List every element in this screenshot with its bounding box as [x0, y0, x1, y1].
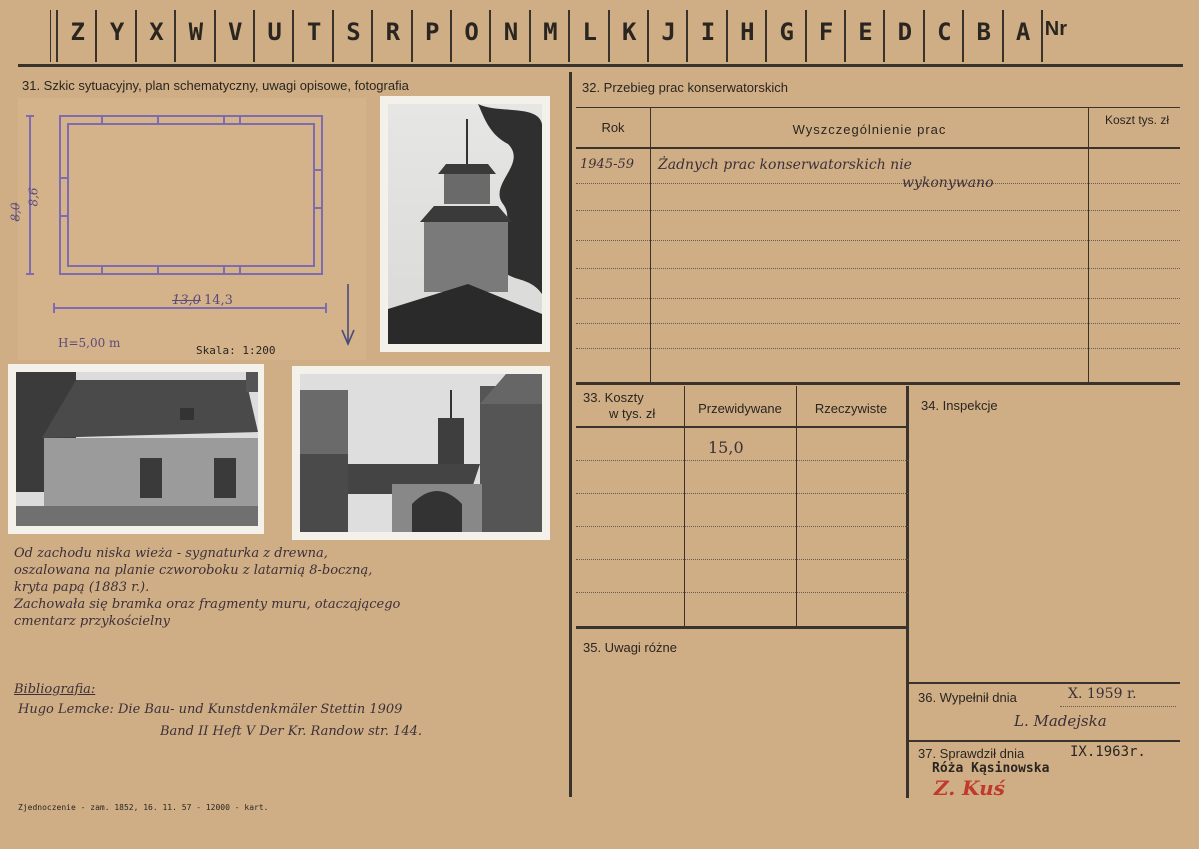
index-letter: H — [740, 18, 755, 46]
bibliography-line-1: Hugo Lemcke: Die Bau- und Kunstdenkmäler Stettin 1909 — [18, 702, 403, 717]
table-col-rule — [1088, 108, 1089, 382]
col-year-header: Rok — [601, 120, 625, 135]
row-line — [576, 323, 1180, 324]
section-rule — [908, 740, 1180, 742]
section-37-date: IX.1963r. — [1070, 744, 1146, 760]
side-dimension-old: 8,0 — [8, 202, 23, 222]
col-planned-header: Przewidywane — [698, 401, 782, 416]
letter-divider — [962, 10, 964, 62]
letter-divider — [726, 10, 728, 62]
index-letter: B — [976, 18, 991, 46]
index-letter: T — [306, 18, 322, 46]
bottom-dimension: 14,3 — [204, 293, 233, 308]
header-rule — [18, 64, 1183, 67]
index-letter: D — [897, 18, 913, 46]
table-col-rule — [796, 386, 797, 626]
index-letter: C — [937, 18, 952, 46]
section-33-title-1: 33. Koszty — [583, 390, 644, 405]
col-cost-header: Koszt tys. zł — [1104, 113, 1169, 127]
row-text-line-2: wykonywano — [902, 175, 994, 191]
section-rule — [908, 682, 1180, 684]
table-col-rule — [684, 386, 685, 626]
height-note: H=5,00 m — [58, 336, 121, 350]
index-letter: I — [700, 18, 716, 46]
tower-image — [388, 104, 542, 344]
photo-tower — [380, 96, 550, 352]
description-line-2: oszalowana na planie czworoboku z latarnią 8-boczną, — [14, 563, 373, 578]
letter-divider — [1002, 10, 1004, 62]
index-letter: G — [779, 18, 794, 46]
church-image — [16, 372, 258, 526]
row-line — [576, 592, 908, 593]
letter-divider — [253, 10, 255, 62]
index-letter-row — [58, 18, 1085, 46]
bibliography-line-2: Band II Heft V Der Kr. Randow str. 144. — [160, 724, 422, 739]
section-33-title-2: w tys. zł — [609, 406, 656, 421]
index-letter: W — [188, 18, 204, 46]
floor-plan-drawing — [18, 98, 366, 360]
column-divider — [569, 72, 572, 797]
section-37-initials: Z. Kuś — [934, 776, 1005, 800]
section-rule — [576, 382, 1180, 385]
index-letter: K — [621, 18, 637, 46]
index-letter: L — [582, 18, 597, 46]
index-number-label: Nr — [1044, 18, 1067, 40]
letter-divider — [489, 10, 491, 62]
index-letter: E — [858, 18, 873, 46]
letter-divider — [923, 10, 925, 62]
index-letter: O — [464, 18, 479, 46]
description-line-5: cmentarz przykościelny — [14, 614, 170, 629]
photo-gate — [292, 366, 550, 540]
letter-divider — [686, 10, 688, 62]
section-32-title: 32. Przebieg prac konserwatorskich — [582, 80, 788, 95]
print-footer: Zjednoczenie - zam. 1852, 16. 11. 57 - 12000 - kart. — [18, 803, 269, 812]
letter-divider — [371, 10, 373, 62]
letter-divider — [765, 10, 767, 62]
row-line — [576, 493, 908, 494]
divider — [50, 10, 51, 62]
date-line — [1060, 706, 1176, 707]
row-line — [576, 460, 908, 461]
letter-divider — [292, 10, 294, 62]
row-line — [576, 348, 1180, 349]
row-line — [576, 210, 1180, 211]
description-line-1: Od zachodu niska wieża - sygnaturka z drewna, — [14, 546, 328, 561]
planned-cost-value: 15,0 — [708, 438, 744, 457]
letter-divider — [608, 10, 610, 62]
table-col-rule — [650, 108, 651, 382]
section-37-label: 37. Sprawdził dnia — [918, 746, 1025, 761]
row-text-line-1: Żadnych prac konserwatorskich nie — [658, 157, 912, 173]
description-line-3: kryta papą (1883 r.). — [14, 580, 150, 595]
letter-divider — [332, 10, 334, 62]
row-line — [576, 298, 1180, 299]
bibliography-title: Bibliografia: — [14, 682, 96, 697]
index-letter: R — [385, 18, 401, 46]
index-letter: Y — [109, 18, 125, 46]
index-letter: F — [818, 18, 834, 46]
letter-divider — [450, 10, 452, 62]
letter-divider — [529, 10, 531, 62]
section-36-date: X. 1959 r. — [1068, 686, 1137, 702]
table-rule — [576, 147, 1180, 149]
letter-divider — [95, 10, 97, 62]
letter-divider — [647, 10, 649, 62]
index-letter: J — [661, 18, 676, 46]
bottom-dimension-old: 13,0 — [172, 293, 201, 308]
table-rule — [576, 107, 1180, 108]
section-35-title: 35. Uwagi różne — [583, 640, 677, 655]
index-letter: M — [543, 18, 558, 46]
index-letter: S — [346, 18, 361, 46]
letter-divider — [883, 10, 885, 62]
letter-divider — [568, 10, 570, 62]
description-line-4: Zachowała się bramka oraz fragmenty muru, otaczającego — [14, 597, 401, 612]
row-year: 1945-59 — [580, 157, 635, 172]
row-line — [576, 526, 908, 527]
section-rule — [576, 626, 908, 629]
letter-divider — [805, 10, 807, 62]
col-actual-header: Rzeczywiste — [814, 401, 888, 416]
section-36-signature: L. Madejska — [1014, 712, 1107, 730]
letter-divider — [214, 10, 216, 62]
row-line — [576, 183, 1180, 184]
section-34-title: 34. Inspekcje — [921, 398, 998, 413]
index-letter: P — [424, 18, 440, 46]
index-letter: V — [228, 18, 243, 46]
col-details-header: Wyszczególnienie prac — [792, 122, 947, 137]
floor-plan-sketch — [18, 98, 366, 360]
side-dimension: 8,6 — [26, 187, 41, 207]
letter-divider — [135, 10, 137, 62]
index-letter: N — [503, 18, 519, 46]
letter-divider — [56, 10, 58, 62]
gate-image — [300, 374, 542, 532]
photo-church — [8, 364, 264, 534]
section-31-title: 31. Szkic sytuacyjny, plan schematyczny, uwagi opisowe, fotografia — [22, 78, 409, 93]
letter-divider — [844, 10, 846, 62]
row-line — [576, 559, 908, 560]
index-letter: A — [1015, 18, 1031, 46]
scale-note: Skala: 1:200 — [196, 344, 276, 357]
letter-divider — [411, 10, 413, 62]
index-letter: U — [267, 18, 282, 46]
table-rule — [576, 426, 908, 428]
section-36-label: 36. Wypełnił dnia — [918, 690, 1017, 705]
index-letter: Z — [70, 18, 85, 46]
letter-divider — [1041, 10, 1043, 62]
index-letter: X — [149, 18, 164, 46]
row-line — [576, 268, 1180, 269]
row-line — [576, 240, 1180, 241]
letter-divider — [174, 10, 176, 62]
section-37-name: Róża Kąsinowska — [932, 761, 1050, 776]
